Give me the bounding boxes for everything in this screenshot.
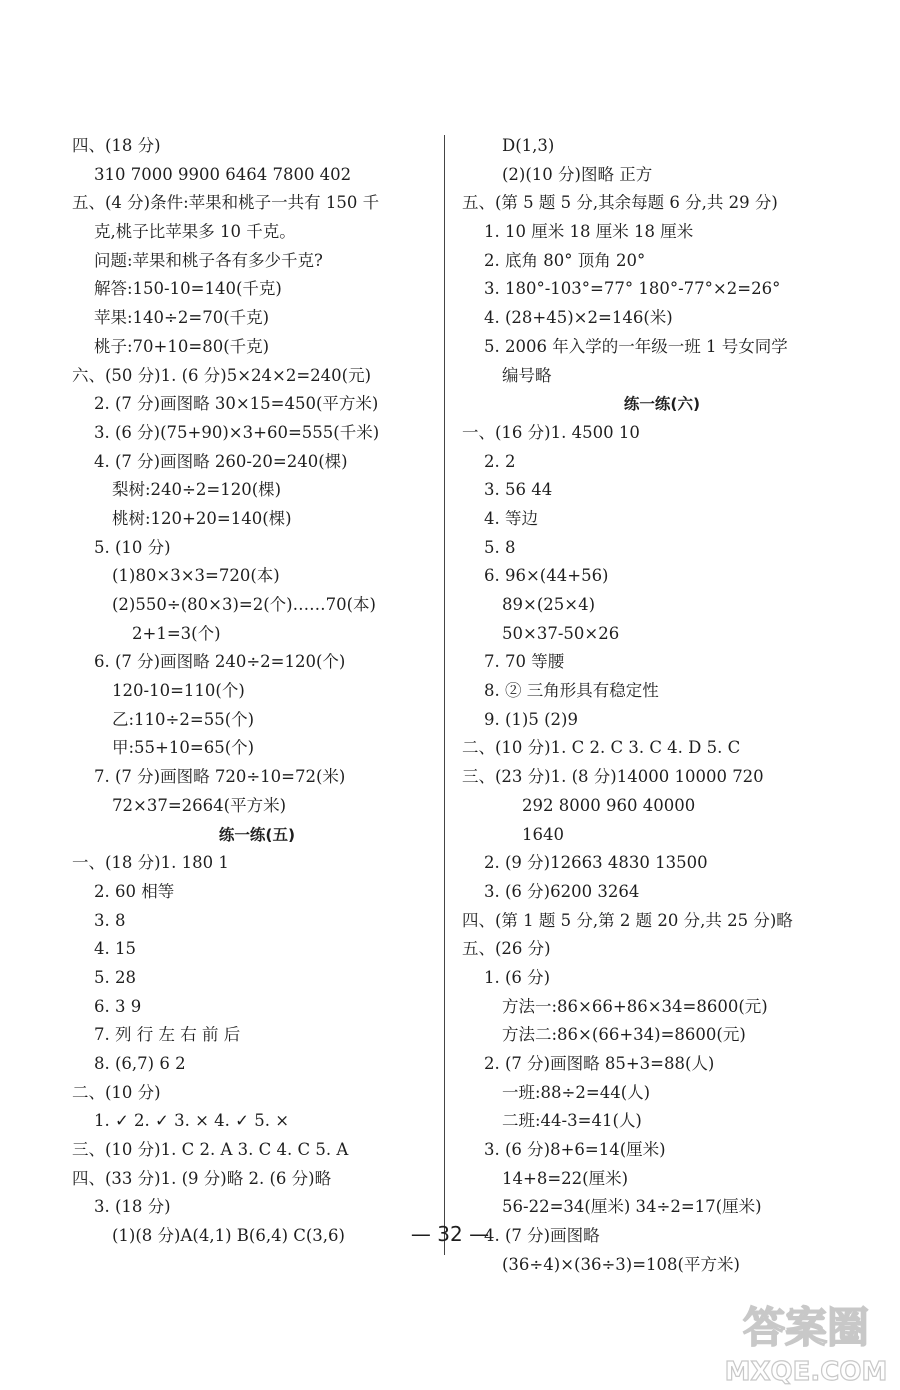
answer-line: 7. 列 行 左 右 前 后 bbox=[94, 1025, 241, 1045]
answer-line: 四、(第 1 题 5 分,第 2 题 20 分,共 25 分)略 bbox=[462, 910, 793, 930]
answer-line: 1640 bbox=[522, 824, 564, 844]
answer-line: 2+1=3(个) bbox=[132, 623, 221, 643]
answer-line: 3. 56 44 bbox=[484, 480, 553, 500]
answer-line: 4. (28+45)×2=146(米) bbox=[484, 308, 673, 328]
column-divider bbox=[444, 135, 445, 1255]
answer-line: 1. (6 分) bbox=[484, 967, 551, 987]
answer-line: 3. 180°-103°=77° 180°-77°×2=26° bbox=[484, 279, 781, 299]
answer-line: 3. 8 bbox=[94, 910, 126, 930]
right-column bbox=[462, 132, 862, 1280]
answer-line: 四、(33 分)1. (9 分)略 2. (6 分)略 bbox=[72, 1168, 332, 1188]
answer-line: 5. (10 分) bbox=[94, 537, 171, 557]
answer-line: 6. (7 分)画图略 240÷2=120(个) bbox=[94, 652, 346, 672]
answer-line: 2. 底角 80° 顶角 20° bbox=[484, 250, 646, 270]
answer-line: 50×37-50×26 bbox=[502, 623, 620, 643]
answer-line: 9. (1)5 (2)9 bbox=[484, 709, 578, 729]
answer-line: 292 8000 960 40000 bbox=[522, 795, 696, 815]
answer-line: (2)550÷(80×3)=2(个)……70(本) bbox=[112, 595, 376, 614]
answer-line: 1. ✓ 2. ✓ 3. × 4. ✓ 5. × bbox=[94, 1111, 290, 1131]
watermark-bottom-text: MXQE.COM bbox=[724, 1357, 888, 1386]
answer-line: 72×37=2664(平方米) bbox=[112, 795, 287, 815]
answer-line: 1. 10 厘米 18 厘米 18 厘米 bbox=[484, 222, 694, 242]
answer-line: 三、(23 分)1. (8 分)14000 10000 720 bbox=[462, 767, 764, 787]
watermark-logo bbox=[718, 1296, 893, 1386]
answer-line: 4. (7 分)画图略 260-20=240(棵) bbox=[94, 451, 348, 471]
answer-line: 5. 2006 年入学的一年级一班 1 号女同学 bbox=[484, 336, 788, 356]
answer-line: (36÷4)×(36÷3)=108(平方米) bbox=[502, 1254, 740, 1274]
section-heading: 练一练(六) bbox=[623, 395, 701, 414]
answer-line: 桃树:120+20=140(棵) bbox=[112, 508, 292, 528]
answer-line: 三、(10 分)1. C 2. A 3. C 4. C 5. A bbox=[72, 1140, 349, 1160]
answer-line: 二、(10 分) bbox=[72, 1082, 161, 1102]
answer-line: 5. 28 bbox=[94, 967, 136, 987]
answer-line: (1)(8 分)A(4,1) B(6,4) C(3,6) bbox=[112, 1226, 345, 1246]
answer-line: 编号略 bbox=[502, 365, 552, 385]
answer-line: 3. (18 分) bbox=[94, 1197, 171, 1217]
section-heading: 练一练(五) bbox=[218, 825, 296, 844]
answer-line: 五、(4 分)条件:苹果和桃子一共有 150 千 bbox=[72, 193, 380, 213]
answer-line: 6. 3 9 bbox=[94, 996, 142, 1016]
answer-line: 苹果:140÷2=70(千克) bbox=[94, 308, 270, 328]
answer-line: 8. (6,7) 6 2 bbox=[94, 1054, 186, 1073]
answer-line: 4. (7 分)画图略 bbox=[484, 1226, 600, 1246]
watermark-top-text: 答案圈 bbox=[742, 1303, 870, 1352]
answer-line: 120-10=110(个) bbox=[112, 681, 245, 701]
answer-line: 四、(18 分) bbox=[72, 136, 161, 155]
answer-line: 14+8=22(厘米) bbox=[502, 1168, 629, 1188]
answer-line: 8. ② 三角形具有稳定性 bbox=[484, 681, 659, 701]
answer-line: 7. 70 等腰 bbox=[484, 652, 565, 672]
answer-line: 6. 96×(44+56) bbox=[484, 566, 609, 586]
answer-line: 二班:44-3=41(人) bbox=[502, 1111, 642, 1131]
answer-line: 2. 2 bbox=[484, 451, 516, 471]
answer-line: (2)(10 分)图略 正方 bbox=[502, 164, 653, 184]
answer-line: 五、(26 分) bbox=[462, 939, 551, 959]
answer-line: 3. (6 分)6200 3264 bbox=[484, 881, 640, 901]
answer-line: 五、(第 5 题 5 分,其余每题 6 分,共 29 分) bbox=[462, 193, 778, 213]
answer-line: 克,桃子比苹果多 10 千克。 bbox=[94, 222, 296, 242]
answer-line: 六、(50 分)1. (6 分)5×24×2=240(元) bbox=[72, 365, 372, 385]
answer-line: (1)80×3×3=720(本) bbox=[112, 566, 280, 586]
answer-line: 方法二:86×(66+34)=8600(元) bbox=[502, 1025, 746, 1045]
answer-line: 4. 等边 bbox=[484, 508, 538, 528]
answer-line: 一班:88÷2=44(人) bbox=[502, 1082, 651, 1102]
answer-line: 5. 8 bbox=[484, 537, 516, 557]
answer-line: 4. 15 bbox=[94, 939, 136, 959]
answer-line: 一、(18 分)1. 180 1 bbox=[72, 853, 229, 873]
answer-line: 2. (7 分)画图略 30×15=450(平方米) bbox=[94, 394, 379, 414]
answer-line: 甲:55+10=65(个) bbox=[112, 738, 255, 758]
answer-line: 梨树:240÷2=120(棵) bbox=[112, 480, 282, 500]
answer-line: D(1,3) bbox=[502, 136, 555, 155]
answer-line: 一、(16 分)1. 4500 10 bbox=[462, 422, 640, 442]
answer-line: 方法一:86×66+86×34=8600(元) bbox=[502, 996, 768, 1016]
answer-line: 3. (6 分)(75+90)×3+60=555(千米) bbox=[94, 422, 380, 442]
answer-line: 7. (7 分)画图略 720÷10=72(米) bbox=[94, 767, 346, 787]
answer-line: 2. (9 分)12663 4830 13500 bbox=[484, 853, 708, 873]
answer-line: 310 7000 9900 6464 7800 402 bbox=[94, 164, 352, 184]
answer-line: 解答:150-10=140(千克) bbox=[94, 279, 282, 299]
answer-line: 问题:苹果和桃子各有多少千克? bbox=[94, 250, 323, 270]
answer-line: 3. (6 分)8+6=14(厘米) bbox=[484, 1140, 666, 1160]
left-column bbox=[72, 132, 442, 1251]
answer-line: 2. 60 相等 bbox=[94, 881, 175, 901]
answer-line: 89×(25×4) bbox=[502, 595, 596, 614]
page-number: — 32 — bbox=[410, 1222, 490, 1246]
answer-line: 2. (7 分)画图略 85+3=88(人) bbox=[484, 1054, 715, 1073]
answer-line: 乙:110÷2=55(个) bbox=[112, 709, 255, 729]
answer-line: 56-22=34(厘米) 34÷2=17(厘米) bbox=[502, 1197, 762, 1217]
answer-line: 二、(10 分)1. C 2. C 3. C 4. D 5. C bbox=[462, 738, 741, 758]
answer-line: 桃子:70+10=80(千克) bbox=[94, 336, 270, 356]
